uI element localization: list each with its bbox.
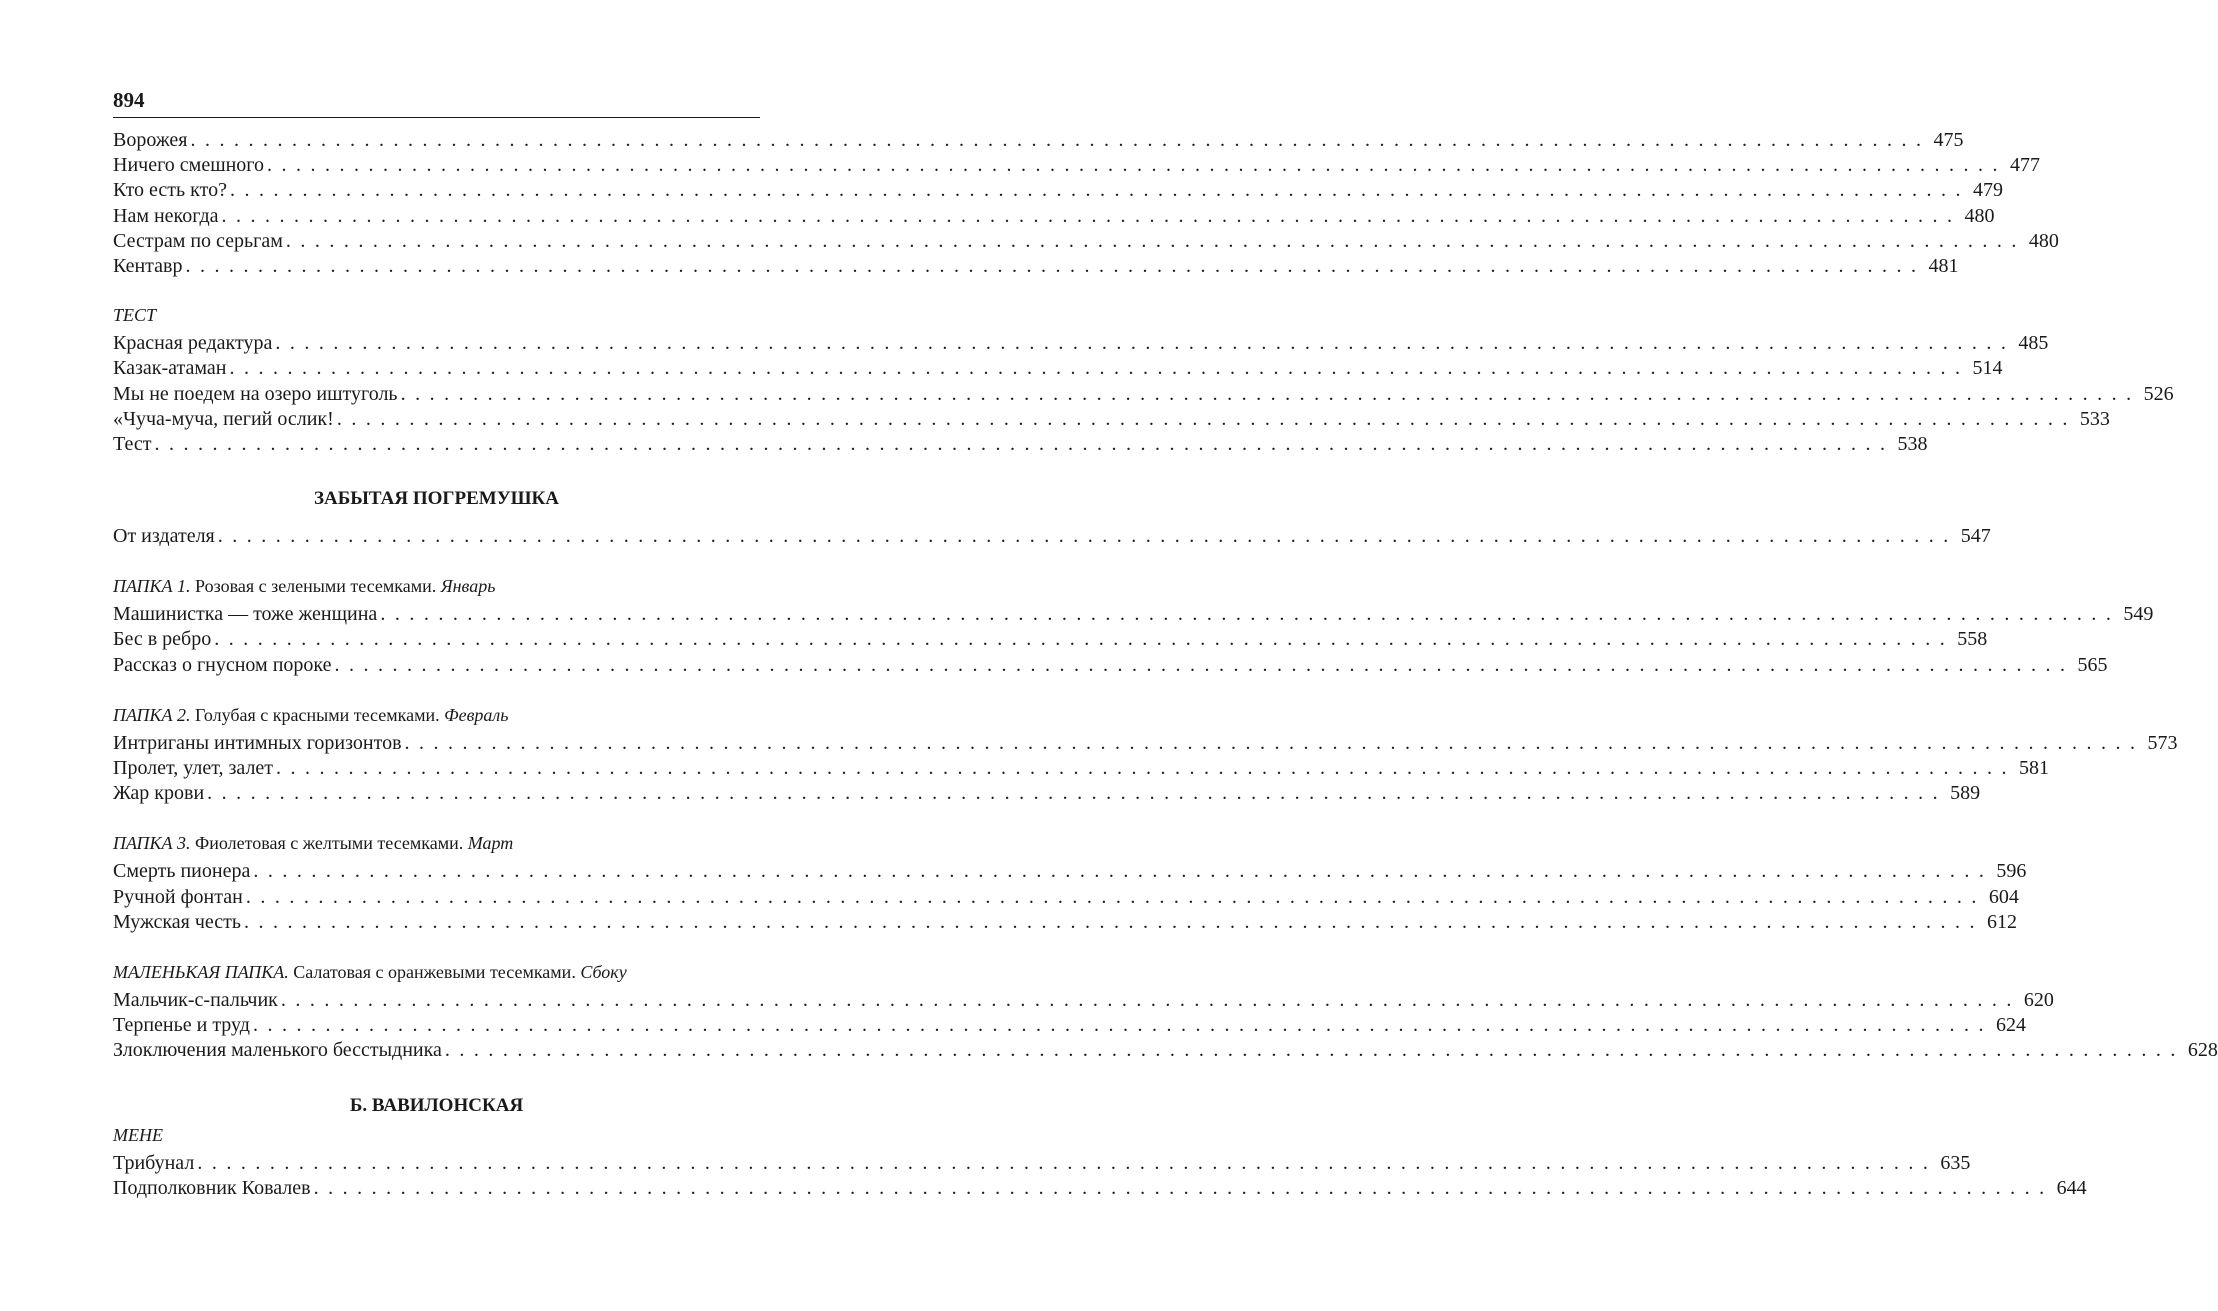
dot-leader: ........................................................................................................................	[267, 154, 2008, 177]
toc-entry	[113, 653, 2108, 678]
toc-entry	[113, 602, 2154, 627]
dot-leader: ........................................................................................................................	[252, 1014, 1993, 1037]
toc-entry	[113, 178, 2003, 203]
dot-leader: ........................................................................................................................	[444, 1039, 2185, 1062]
entry-title: Злоключения маленького бесстыдника	[113, 1039, 442, 1062]
toc-entry	[113, 204, 1995, 229]
toc-entry	[113, 756, 2050, 781]
entry-title: Кто есть кто?	[113, 179, 227, 202]
dot-leader: ........................................................................................................................	[400, 382, 2141, 405]
entry-page-number: 538	[1897, 432, 1928, 455]
toc-entry	[113, 1038, 2218, 1063]
entry-title: Кентавр	[113, 254, 183, 277]
toc-entry-group	[113, 128, 2059, 279]
dot-leader: ........................................................................................................................	[207, 782, 1948, 805]
section-title: ЗАБЫТАЯ ПОГРЕМУШКА	[313, 488, 560, 510]
toc-entry	[113, 988, 2054, 1013]
subsection-heading	[113, 1124, 760, 1146]
toc-entry-group	[113, 602, 2154, 678]
subsection-month: Сбоку	[580, 961, 627, 982]
dot-leader: ........................................................................................................................	[197, 1151, 1938, 1174]
dot-leader: ........................................................................................................................	[229, 357, 1970, 380]
entry-page-number: 479	[1972, 179, 2003, 202]
subsection-heading	[113, 961, 760, 983]
entry-page-number: 549	[2123, 603, 2154, 626]
dot-leader: ........................................................................................................................	[185, 254, 1926, 277]
entry-page-number: 573	[2147, 731, 2178, 754]
entry-title: От издателя	[113, 525, 215, 548]
entry-title: Рассказ о гнусном пороке	[113, 653, 332, 676]
toc-entry-group	[113, 1151, 2087, 1201]
entry-page-number: 589	[1950, 782, 1981, 805]
entry-title: Ручной фонтан	[113, 885, 243, 908]
entry-page-number: 533	[2079, 407, 2110, 430]
entry-page-number: 624	[1995, 1014, 2026, 1037]
dot-leader: ........................................................................................................................	[285, 229, 2026, 252]
entry-title: Ничего смешного	[113, 154, 265, 177]
subsection-description: Салатовая с оранжевыми тесемками.	[288, 961, 581, 982]
entry-page-number: 558	[1957, 628, 1988, 651]
entry-page-number: 475	[1933, 129, 1964, 151]
subsection-heading	[113, 575, 760, 597]
dot-leader: ........................................................................................................................	[276, 757, 2017, 779]
dot-leader: ........................................................................................................................	[190, 129, 1931, 151]
entry-title: Трибунал	[113, 1151, 195, 1174]
entry-title: Ворожея	[113, 129, 188, 151]
subsection-heading	[113, 704, 760, 726]
subsection-label: ПАПКА 1.	[113, 576, 191, 597]
toc-entry-group	[113, 524, 1991, 549]
toc-entry	[113, 781, 1981, 806]
subsection-month: Март	[467, 833, 514, 854]
dot-leader: ........................................................................................................................	[253, 860, 1994, 883]
entry-title: Интриганы интимных горизонтов	[113, 731, 402, 754]
entry-page-number: 628	[2187, 1039, 2218, 1062]
entry-page-number: 526	[2143, 382, 2174, 405]
entry-page-number: 596	[1996, 860, 2027, 883]
entry-page-number: 620	[2023, 988, 2054, 1011]
toc-entry-group	[113, 731, 2178, 807]
subsection-month: Январь	[440, 576, 496, 597]
entry-page-number: 644	[2056, 1176, 2087, 1199]
subsection-label: МАЛЕНЬКАЯ ПАПКА.	[113, 961, 289, 982]
dot-leader: ........................................................................................................................	[280, 988, 2021, 1011]
entry-title: Бес в ребро	[113, 628, 212, 651]
dot-leader: ........................................................................................................................	[334, 653, 2075, 676]
toc-entry	[113, 859, 2027, 884]
dot-leader: ........................................................................................................................	[245, 885, 1986, 908]
toc-entry	[113, 910, 2018, 935]
entry-title: Мы не поедем на озеро иштуголь	[113, 382, 398, 405]
entry-page-number: 612	[1987, 910, 2018, 933]
toc-entry	[113, 1176, 2087, 1201]
header-rule	[113, 117, 760, 118]
dot-leader: ........................................................................................................................	[336, 407, 2077, 430]
toc-entry	[113, 153, 2041, 178]
toc-entry	[113, 1151, 1971, 1176]
subsection-label: ТЕСТ	[113, 305, 157, 326]
dot-leader: ........................................................................................................................	[154, 432, 1895, 455]
entry-title: Тест	[113, 432, 152, 455]
subsection-description: Розовая с зелеными тесемками.	[190, 576, 441, 597]
entry-page-number: 485	[2018, 332, 2049, 355]
toc-entry	[113, 128, 1964, 153]
subsection-month: Февраль	[444, 704, 509, 725]
toc-entry	[113, 356, 2003, 381]
subsection-description: Фиолетовая с желтыми тесемками.	[190, 833, 468, 854]
toc-entry	[113, 524, 1991, 549]
toc-entry-group	[113, 988, 2218, 1064]
table-of-contents	[113, 128, 2218, 1201]
entry-title: Сестрам по серьгам	[113, 229, 283, 252]
subsection-heading	[113, 304, 760, 326]
section-title: Б. ВАВИЛОНСКАЯ	[349, 1094, 524, 1116]
entry-page-number: 547	[1960, 525, 1991, 548]
dot-leader: ........................................................................................................................	[229, 179, 1970, 202]
page-number: 894	[113, 88, 145, 112]
dot-leader: ........................................................................................................................	[380, 603, 2121, 626]
toc-entry	[113, 254, 1959, 279]
toc-entry	[113, 432, 1928, 457]
subsection-label: ПАПКА 2.	[113, 704, 191, 725]
toc-entry	[113, 331, 2049, 356]
entry-page-number: 581	[2019, 757, 2050, 779]
entry-title: «Чуча-муча, пегий ослик!	[113, 407, 334, 430]
dot-leader: ........................................................................................................................	[244, 910, 1985, 933]
dot-leader: ........................................................................................................................	[221, 204, 1962, 227]
dot-leader: ........................................................................................................................	[275, 332, 2016, 355]
entry-title: Красная редактура	[113, 332, 273, 355]
toc-entry	[113, 1013, 2026, 1038]
toc-entry	[113, 382, 2174, 407]
dot-leader: ........................................................................................................................	[404, 731, 2145, 754]
toc-entry-group	[113, 859, 2027, 935]
entry-title: Мужская честь	[113, 910, 242, 933]
dot-leader: ........................................................................................................................	[313, 1176, 2054, 1199]
entry-title: Жар крови	[113, 782, 205, 805]
entry-page-number: 480	[1964, 204, 1995, 227]
entry-title: Терпенье и труд	[113, 1014, 250, 1037]
toc-entry	[113, 885, 2019, 910]
dot-leader: ........................................................................................................................	[214, 628, 1955, 651]
toc-entry	[113, 229, 2059, 254]
dot-leader: ........................................................................................................................	[217, 525, 1958, 548]
entry-page-number: 635	[1940, 1151, 1971, 1174]
toc-entry-group	[113, 331, 2174, 457]
entry-title: Мальчик-с-пальчик	[113, 988, 278, 1011]
entry-page-number: 480	[2028, 229, 2059, 252]
toc-entry	[113, 627, 1988, 652]
entry-title: Смерть пионера	[113, 860, 251, 883]
entry-page-number: 604	[1988, 885, 2019, 908]
entry-page-number: 477	[2010, 154, 2041, 177]
subsection-label: ПАПКА 3.	[113, 833, 191, 854]
entry-title: Подполковник Ковалев	[113, 1176, 311, 1199]
toc-entry	[113, 731, 2178, 756]
entry-title: Казак-атаман	[113, 357, 227, 380]
subsection-description: Голубая с красными тесемками.	[190, 704, 445, 725]
subsection-label: МЕНЕ	[113, 1124, 163, 1145]
entry-page-number: 565	[2077, 653, 2108, 676]
entry-title: Машинистка — тоже женщина	[113, 603, 378, 626]
toc-entry	[113, 407, 2110, 432]
entry-page-number: 481	[1928, 254, 1959, 277]
entry-title: Нам некогда	[113, 204, 219, 227]
entry-page-number: 514	[1972, 357, 2003, 380]
entry-title: Пролет, улет, залет	[113, 757, 274, 779]
subsection-heading	[113, 832, 760, 854]
